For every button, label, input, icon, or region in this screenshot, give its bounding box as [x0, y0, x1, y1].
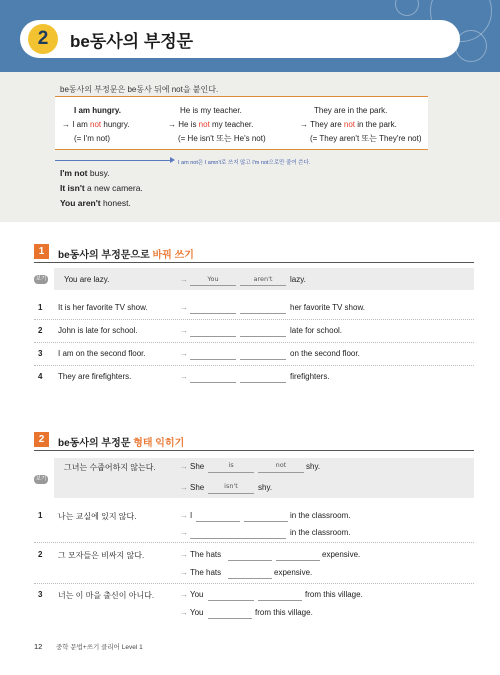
example-start: She	[190, 483, 205, 492]
grammar-original: They are in the park.	[314, 106, 388, 115]
answer-blank[interactable]	[240, 336, 286, 337]
section-divider	[34, 262, 474, 263]
section-title	[58, 246, 194, 261]
arrow-icon: →	[180, 608, 188, 617]
item-start: You	[190, 608, 204, 617]
answer-blank[interactable]	[190, 538, 286, 539]
arrow-icon: →	[180, 349, 188, 358]
item-sentence: I am on the second floor.	[58, 349, 146, 358]
section-title-accent: 바꿔 쓰기	[152, 250, 194, 261]
arrow-icon: →	[180, 303, 188, 312]
example-answer: not	[275, 461, 287, 469]
not-highlight: not	[343, 120, 355, 129]
arrow-icon: →	[180, 590, 188, 599]
arrow-icon: →	[180, 462, 188, 471]
arrow-icon: →	[180, 568, 188, 577]
chapter-title: be동사의 부정문	[70, 32, 194, 51]
item-end: on the second floor.	[290, 349, 360, 358]
item-end: her favorite TV show.	[290, 303, 365, 312]
grammar-negative: → I am	[62, 120, 91, 129]
book-title: 중학 문법+쓰기 클리어 Level 1	[56, 644, 143, 651]
item-end: firefighters.	[290, 372, 330, 381]
answer-blank[interactable]	[208, 618, 252, 619]
grammar-column	[62, 104, 129, 146]
answer-blank[interactable]	[190, 336, 236, 337]
arrow-icon: →	[180, 275, 188, 284]
grammar-negative-rest: in the park.	[355, 120, 397, 129]
section-number: 1	[34, 244, 49, 259]
arrow-icon: →	[180, 511, 188, 520]
item-end: from this village.	[255, 608, 313, 617]
example-badge: 보기	[35, 276, 47, 282]
answer-blank[interactable]	[208, 600, 254, 601]
answer-blank	[190, 285, 236, 286]
answer-blank[interactable]	[190, 382, 236, 383]
chapter-number: 2	[28, 24, 58, 54]
answer-blank	[240, 285, 286, 286]
arrow-icon: →	[180, 326, 188, 335]
grammar-contraction: (= They aren't 또는 They're not)	[310, 134, 422, 143]
answer-blank[interactable]	[228, 578, 272, 579]
arrow-icon: →	[180, 483, 188, 492]
answer-blank[interactable]	[190, 359, 236, 360]
item-end: from this village.	[305, 590, 363, 599]
arrow-icon: →	[180, 372, 188, 381]
item-number: 3	[38, 590, 43, 599]
answer-blank[interactable]	[240, 313, 286, 314]
section-number: 2	[34, 432, 49, 447]
item-number: 1	[38, 511, 43, 520]
item-start: I	[190, 511, 193, 520]
grammar-example	[60, 183, 143, 193]
note-arrow-icon	[170, 157, 175, 163]
answer-blank	[208, 493, 254, 494]
answer-blank[interactable]	[276, 560, 320, 561]
not-highlight: not	[90, 120, 102, 129]
item-number: 1	[38, 303, 43, 312]
item-start: The hats	[190, 568, 222, 577]
grammar-column	[168, 104, 266, 146]
item-number: 2	[38, 326, 43, 335]
item-end: expensive.	[274, 568, 313, 577]
example-end: shy.	[258, 483, 273, 492]
example-start: She	[190, 462, 205, 471]
answer-blank[interactable]	[240, 382, 286, 383]
item-sentence: It is her favorite TV show.	[58, 303, 148, 312]
grammar-negative-rest: hungry.	[101, 120, 130, 129]
example-answer: aren't	[253, 275, 273, 283]
arrow-icon: →	[180, 550, 188, 559]
item-end: expensive.	[322, 550, 361, 559]
section-title-text: be동사의 부정문으로	[58, 250, 153, 261]
item-korean: 나는 교실에 있지 않다.	[58, 512, 137, 521]
item-start: You	[190, 590, 204, 599]
example-korean: 그녀는 수줍어하지 않는다.	[64, 463, 156, 472]
decor-bubble	[455, 30, 487, 62]
decor-bubble	[395, 0, 419, 16]
answer-blank[interactable]	[190, 313, 236, 314]
item-korean: 그 모자들은 비싸지 않다.	[58, 551, 145, 560]
row-divider	[34, 341, 474, 343]
item-number: 3	[38, 349, 43, 358]
item-start: The hats	[190, 550, 222, 559]
example-answer: is	[228, 461, 234, 469]
item-number: 4	[38, 372, 43, 381]
grammar-negative-rest: my teacher.	[209, 120, 254, 129]
row-divider	[34, 318, 474, 320]
example-neg: It isn't	[60, 183, 85, 193]
grammar-negative: → They are	[300, 120, 344, 129]
example-answer: isn't	[224, 482, 238, 490]
example-neg: I'm not	[60, 168, 88, 178]
answer-blank[interactable]	[196, 521, 240, 522]
answer-blank[interactable]	[244, 521, 288, 522]
not-highlight: not	[198, 120, 210, 129]
example-badge: 보기	[35, 476, 47, 482]
grammar-contraction: (= I'm not)	[74, 134, 110, 143]
answer-blank[interactable]	[258, 600, 302, 601]
page-number: 12	[34, 642, 43, 651]
answer-blank[interactable]	[240, 359, 286, 360]
item-sentence: John is late for school.	[58, 326, 138, 335]
item-end: late for school.	[290, 326, 343, 335]
grammar-contraction: (= He isn't 또는 He's not)	[178, 134, 266, 143]
item-korean: 너는 이 마을 출신이 아니다.	[58, 591, 155, 600]
example-rest: honest.	[100, 198, 131, 208]
arrow-icon: →	[180, 528, 188, 537]
example-sentence: You are lazy.	[64, 275, 110, 284]
answer-blank	[208, 472, 254, 473]
example-neg: You aren't	[60, 198, 101, 208]
example-end: shy.	[306, 462, 321, 471]
row-divider	[34, 541, 474, 543]
section-divider	[34, 450, 474, 451]
note-pointer-line	[55, 160, 173, 161]
grammar-negative: → He is	[168, 120, 199, 129]
grammar-column	[300, 104, 422, 146]
grammar-original: He is my teacher.	[180, 106, 242, 115]
row-divider	[34, 582, 474, 584]
example-end: lazy.	[290, 275, 306, 284]
example-answer: You	[207, 275, 219, 283]
example-rest: busy.	[87, 168, 110, 178]
section-title	[58, 434, 184, 449]
grammar-example	[60, 198, 131, 208]
item-number: 2	[38, 550, 43, 559]
row-divider	[34, 364, 474, 366]
answer-blank[interactable]	[228, 560, 272, 561]
answer-blank	[258, 472, 304, 473]
item-end: in the classroom.	[290, 528, 351, 537]
grammar-note: I am not은 I amn't로 쓰지 않고 I'm not으로만 줄여 쓴다.	[178, 160, 311, 166]
section-title-text: be동사의 부정문	[58, 438, 134, 449]
example-rest: a new camera.	[84, 183, 143, 193]
section-title-accent: 형태 익히기	[133, 438, 185, 449]
grammar-original: I am hungry.	[74, 106, 121, 115]
grammar-example	[60, 168, 110, 178]
item-sentence: They are firefighters.	[58, 372, 132, 381]
grammar-intro: be동사의 부정문은 be동사 뒤에 not을 붙인다.	[60, 85, 219, 94]
item-end: in the classroom.	[290, 511, 351, 520]
